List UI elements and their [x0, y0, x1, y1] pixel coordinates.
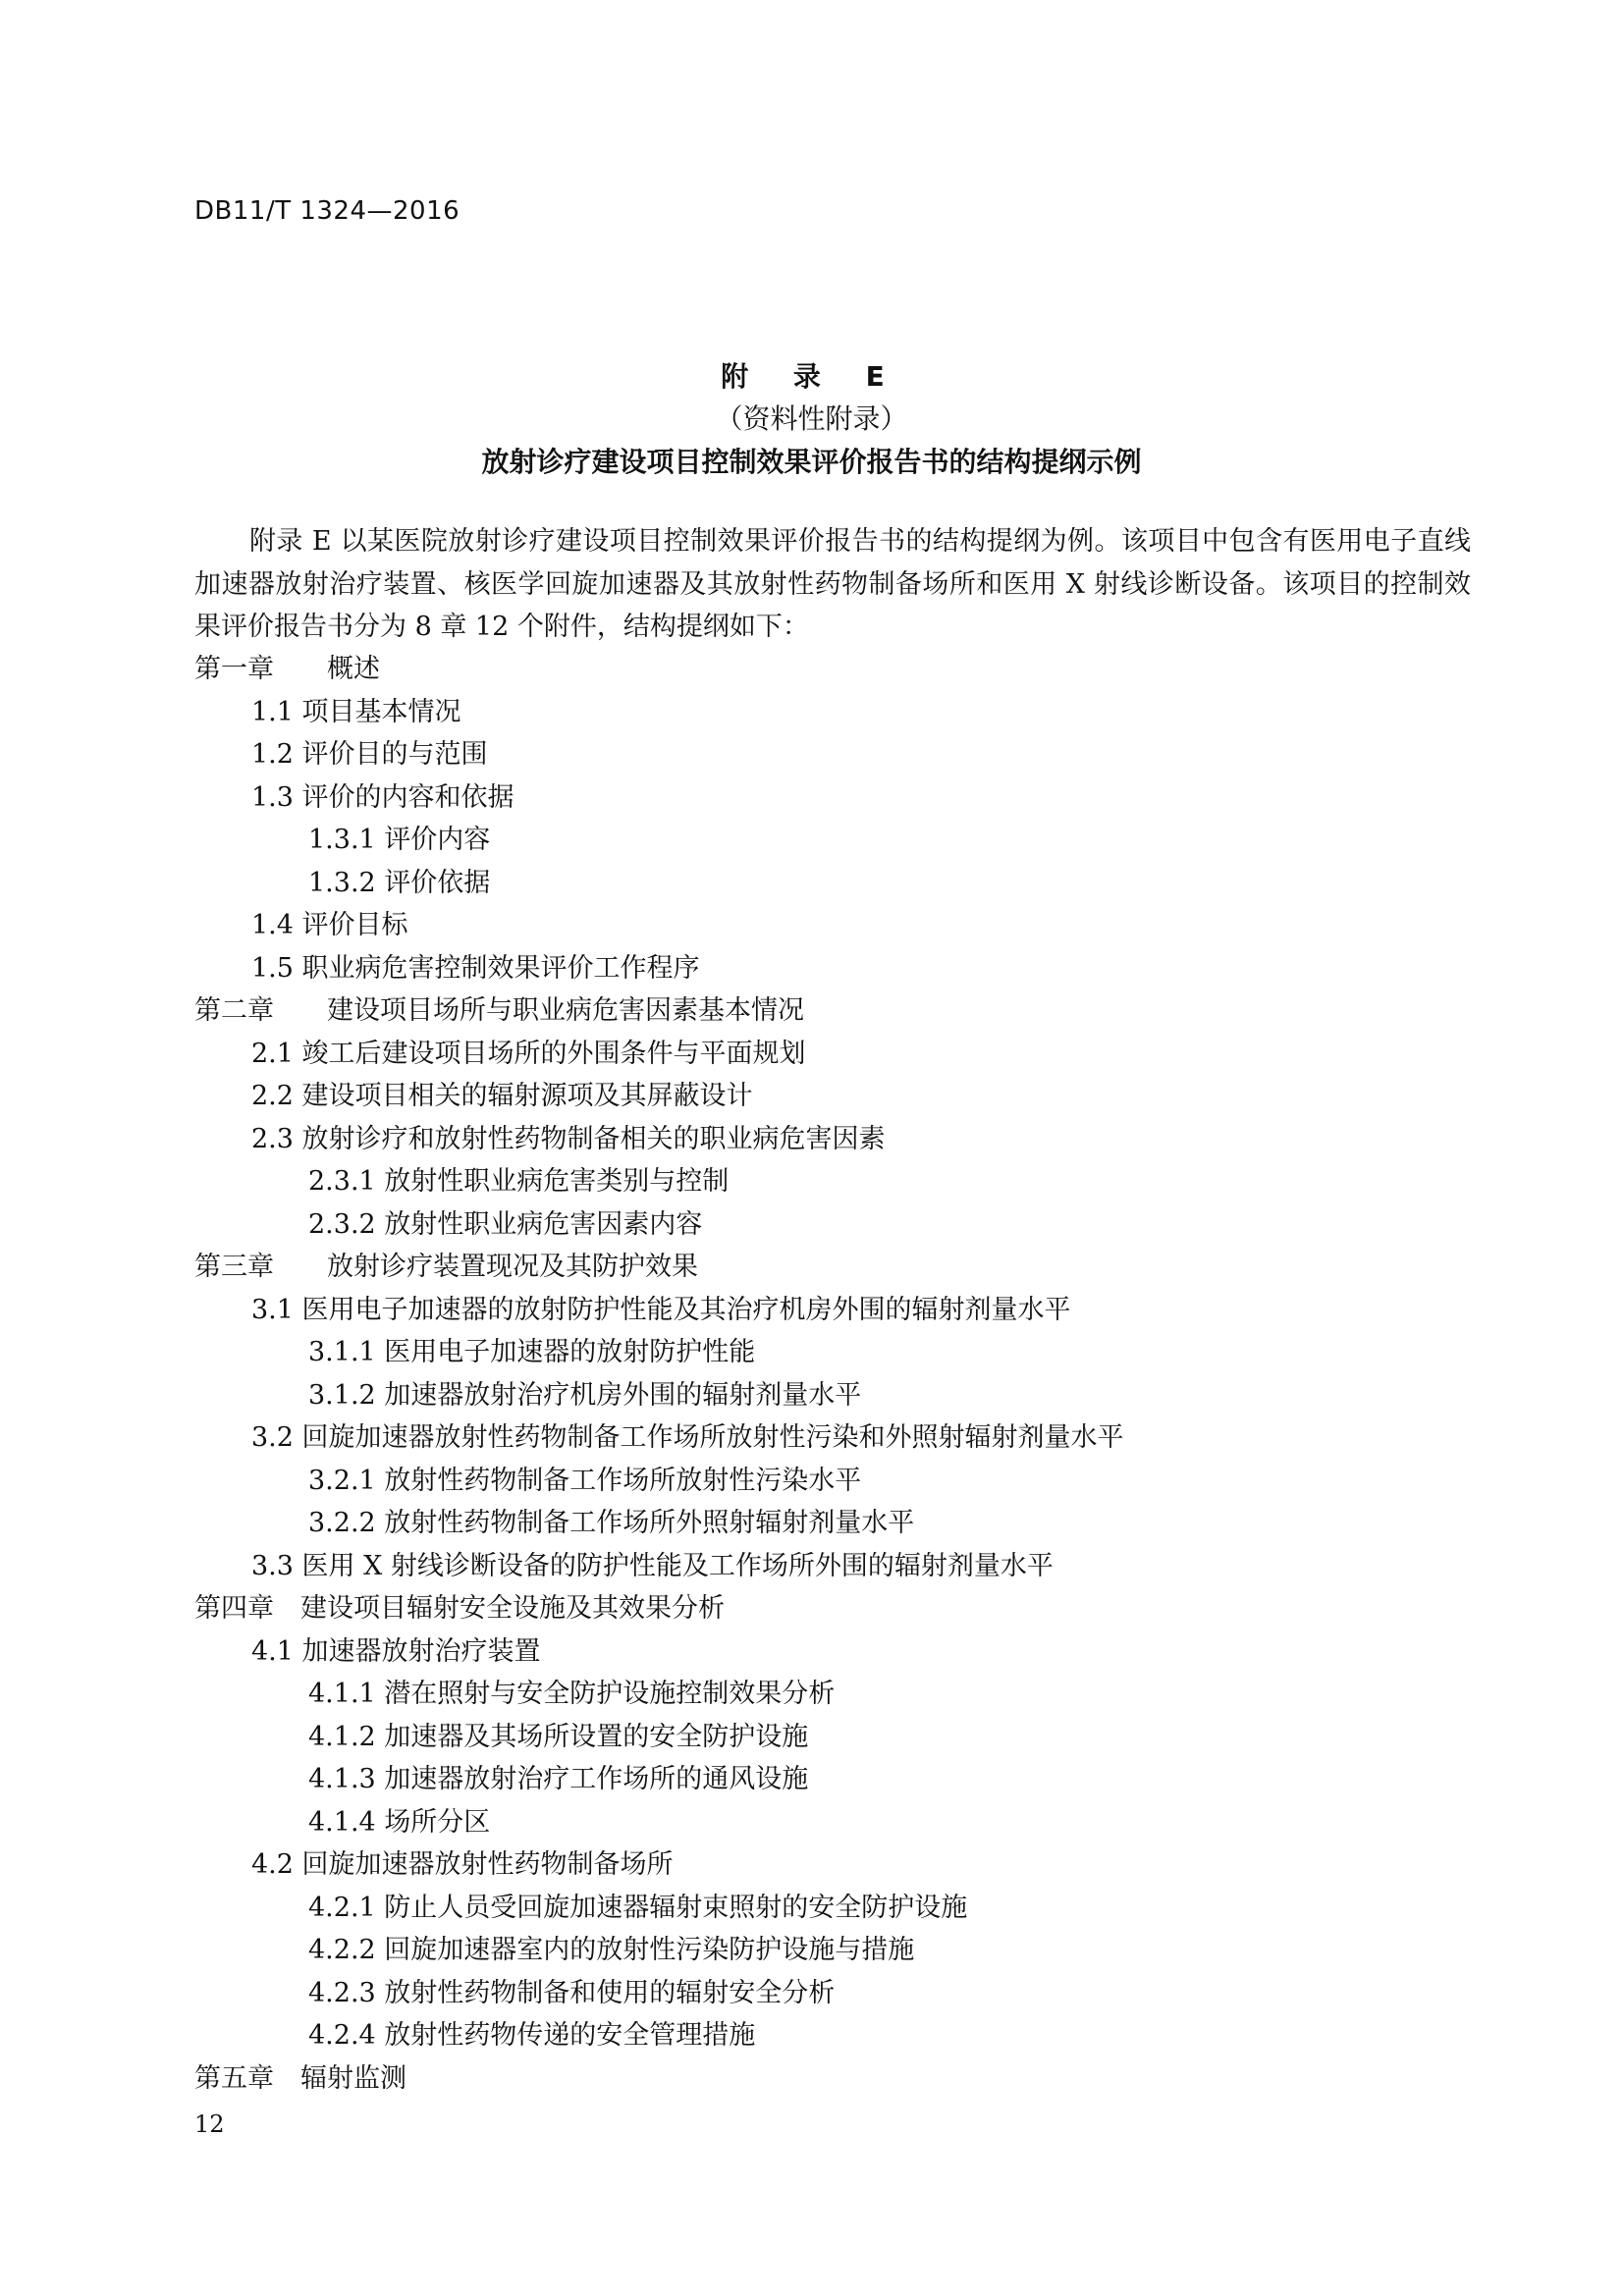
appendix-title: 放射诊疗建设项目控制效果评价报告书的结构提纲示例: [481, 446, 1142, 478]
outline-subsection: 2.3.1 放射性职业病危害类别与控制: [308, 1166, 730, 1197]
outline-section: 1.4 评价目标: [251, 910, 408, 940]
outline-section: 2.2 建设项目相关的辐射源项及其屏蔽设计: [251, 1081, 753, 1111]
outline-subsection: 4.2.4 放射性药物传递的安全管理措施: [308, 2020, 756, 2051]
outline-section: 2.3 放射诊疗和放射性药物制备相关的职业病危害因素: [251, 1123, 886, 1154]
outline-section: 3.2 回旋加速器放射性药物制备工作场所放射性污染和外照射辐射剂量水平: [251, 1422, 1124, 1453]
outline-subsection: 3.2.2 放射性药物制备工作场所外照射辐射剂量水平: [308, 1508, 915, 1538]
outline-subsection: 1.3.1 评价内容: [308, 825, 491, 855]
outline-subsection: 4.1.3 加速器放射治疗工作场所的通风设施: [308, 1764, 809, 1794]
intro-paragraph: 附录 E 以某医院放射诊疗建设项目控制效果评价报告书的结构提纲为例。该项目中包含有医用电子直线加速器放射治疗装置、核医学回旋加速器及其放射性药物制备场所和医用 X 射线诊断设备。该项目的控制效果评价报告书分为 8 章 12 个附件，结构提纲如下：: [194, 526, 1471, 642]
outline-section: 1.5 职业病危害控制效果评价工作程序: [251, 952, 700, 984]
outline-list: [194, 648, 1471, 2100]
outline-section: 3.1 医用电子加速器的放射防护性能及其治疗机房外围的辐射剂量水平: [251, 1294, 1071, 1325]
appendix-label: 附 录 E: [721, 360, 902, 393]
page-number: 12: [194, 2110, 225, 2138]
outline-section: 4.2 回旋加速器放射性药物制备场所: [251, 1849, 674, 1880]
outline-chapter: 第四章 建设项目辐射安全设施及其效果分析: [194, 1593, 725, 1624]
outline-chapter: 第三章 放射诊疗装置现况及其防护效果: [194, 1252, 698, 1282]
outline-subsection: 3.1.1 医用电子加速器的放射防护性能: [308, 1337, 756, 1367]
outline-section: 4.1 加速器放射治疗装置: [251, 1635, 541, 1667]
outline-section: 1.1 项目基本情况: [251, 696, 461, 727]
outline-subsection: 3.1.2 加速器放射治疗机房外围的辐射剂量水平: [308, 1379, 862, 1411]
outline-subsection: 4.1.1 潜在照射与安全防护设施控制效果分析: [308, 1679, 836, 1709]
outline-subsection: 4.1.2 加速器及其场所设置的安全防护设施: [308, 1721, 809, 1752]
outline-section: 1.3 评价的内容和依据: [251, 781, 514, 813]
outline-section: 2.1 竣工后建设项目场所的外围条件与平面规划: [251, 1038, 806, 1069]
outline-subsection: 2.3.2 放射性职业病危害因素内容: [308, 1208, 703, 1240]
outline-subsection: 1.3.2 评价依据: [308, 867, 491, 898]
outline-subsection: 4.2.3 放射性药物制备和使用的辐射安全分析: [308, 1977, 836, 2008]
outline-subsection: 3.2.1 放射性药物制备工作场所放射性污染水平: [308, 1465, 862, 1496]
document-code: DB11/T 1324—2016: [194, 196, 460, 226]
outline-chapter: 第一章 概述: [194, 654, 380, 684]
appendix-type: （资料性附录）: [715, 402, 908, 435]
outline-chapter: 第二章 建设项目场所与职业病危害因素基本情况: [194, 995, 804, 1026]
outline-section: 3.3 医用 X 射线诊断设备的防护性能及工作场所外围的辐射剂量水平: [251, 1550, 1054, 1581]
outline-subsection: 4.2.2 回旋加速器室内的放射性污染防护设施与措施: [308, 1935, 915, 1965]
outline-subsection: 4.1.4 场所分区: [308, 1806, 491, 1838]
outline-chapter: 第五章 辐射监测: [194, 2062, 406, 2094]
outline-subsection: 4.2.1 防止人员受回旋加速器辐射束照射的安全防护设施: [308, 1892, 968, 1923]
outline-section: 1.2 评价目的与范围: [251, 739, 488, 770]
